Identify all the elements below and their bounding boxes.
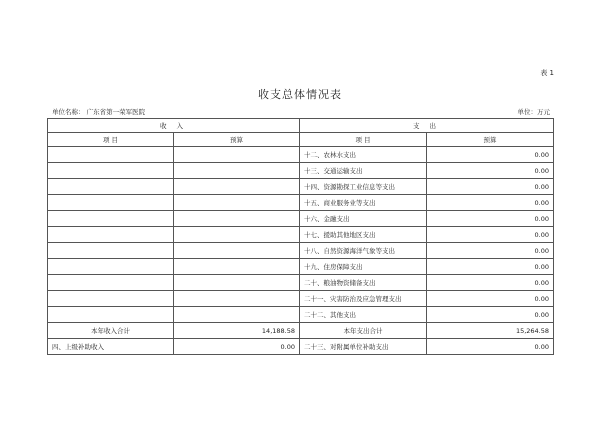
income-budget-cell xyxy=(174,243,300,259)
expense-group-header: 支 出 xyxy=(300,119,554,133)
expense-budget-cell: 0.00 xyxy=(427,147,554,163)
table-row xyxy=(48,195,554,211)
expense-item-cell: 二十一、灾害防治及应急管理支出 xyxy=(300,291,427,307)
table-row xyxy=(48,339,554,355)
expense-budget-cell: 0.00 xyxy=(427,179,554,195)
income-item-cell xyxy=(48,179,174,195)
expense-budget-cell: 0.00 xyxy=(427,195,554,211)
expense-budget-cell: 0.00 xyxy=(427,275,554,291)
expense-item-header: 项 目 xyxy=(300,133,427,147)
table-row xyxy=(48,307,554,323)
income-item-cell xyxy=(48,259,174,275)
income-budget-cell: 14,188.58 xyxy=(174,323,300,339)
income-budget-cell xyxy=(174,227,300,243)
expense-budget-cell: 0.00 xyxy=(427,291,554,307)
expense-budget-cell: 0.00 xyxy=(427,259,554,275)
table-row xyxy=(48,323,554,339)
income-budget-cell xyxy=(174,179,300,195)
income-group-header: 收 入 xyxy=(48,119,300,133)
expense-item-cell: 二十三、对附属单位补助支出 xyxy=(300,339,427,355)
expense-item-cell: 十四、资源勘探工业信息等支出 xyxy=(300,179,427,195)
expense-budget-cell: 0.00 xyxy=(427,339,554,355)
income-item-cell: 本年收入合计 xyxy=(48,323,174,339)
expense-item-cell: 十五、商业服务业等支出 xyxy=(300,195,427,211)
table-row xyxy=(48,259,554,275)
income-item-cell xyxy=(48,163,174,179)
income-expense-table xyxy=(47,118,554,355)
income-item-cell xyxy=(48,211,174,227)
expense-item-cell: 十七、援助其他地区支出 xyxy=(300,227,427,243)
organization-label: 单位名称： 广东省第一荣军医院 xyxy=(52,108,146,116)
income-item-cell xyxy=(48,147,174,163)
expense-budget-cell: 0.00 xyxy=(427,163,554,179)
expense-budget-header: 预算 xyxy=(427,133,554,147)
income-item-header: 项 目 xyxy=(48,133,174,147)
income-budget-cell xyxy=(174,291,300,307)
table-number: 表 1 xyxy=(540,69,554,77)
income-item-cell xyxy=(48,227,174,243)
currency-unit-label: 单位：万元 xyxy=(517,108,550,116)
table-row xyxy=(48,275,554,291)
table-row xyxy=(48,147,554,163)
table-row xyxy=(48,291,554,307)
expense-item-cell: 二十、粮油物资储备支出 xyxy=(300,275,427,291)
expense-budget-cell: 15,264.58 xyxy=(427,323,554,339)
income-item-cell xyxy=(48,275,174,291)
income-budget-cell xyxy=(174,275,300,291)
expense-item-cell: 十三、交通运输支出 xyxy=(300,163,427,179)
income-budget-cell xyxy=(174,195,300,211)
expense-item-cell: 二十二、其他支出 xyxy=(300,307,427,323)
table-group-header xyxy=(48,119,554,133)
expense-item-cell: 十九、住房保障支出 xyxy=(300,259,427,275)
expense-item-cell: 十八、自然资源海洋气象等支出 xyxy=(300,243,427,259)
income-item-cell: 四、上级补助收入 xyxy=(48,339,174,355)
income-item-cell xyxy=(48,195,174,211)
income-budget-cell xyxy=(174,147,300,163)
income-item-cell xyxy=(48,243,174,259)
expense-budget-cell: 0.00 xyxy=(427,227,554,243)
expense-budget-cell: 0.00 xyxy=(427,211,554,227)
table-row xyxy=(48,179,554,195)
income-item-cell xyxy=(48,307,174,323)
table-row xyxy=(48,243,554,259)
income-budget-cell: 0.00 xyxy=(174,339,300,355)
income-item-cell xyxy=(48,291,174,307)
income-budget-cell xyxy=(174,211,300,227)
table-row xyxy=(48,211,554,227)
income-budget-cell xyxy=(174,307,300,323)
table-row xyxy=(48,227,554,243)
expense-item-cell: 本年支出合计 xyxy=(300,323,427,339)
expense-item-cell: 十二、农林水支出 xyxy=(300,147,427,163)
income-budget-header: 预算 xyxy=(174,133,300,147)
expense-item-cell: 十六、金融支出 xyxy=(300,211,427,227)
income-budget-cell xyxy=(174,163,300,179)
expense-budget-cell: 0.00 xyxy=(427,243,554,259)
income-budget-cell xyxy=(174,259,300,275)
expense-budget-cell: 0.00 xyxy=(427,307,554,323)
table-column-header xyxy=(48,133,554,147)
page-title: 收支总体情况表 xyxy=(258,88,342,101)
table-row xyxy=(48,163,554,179)
